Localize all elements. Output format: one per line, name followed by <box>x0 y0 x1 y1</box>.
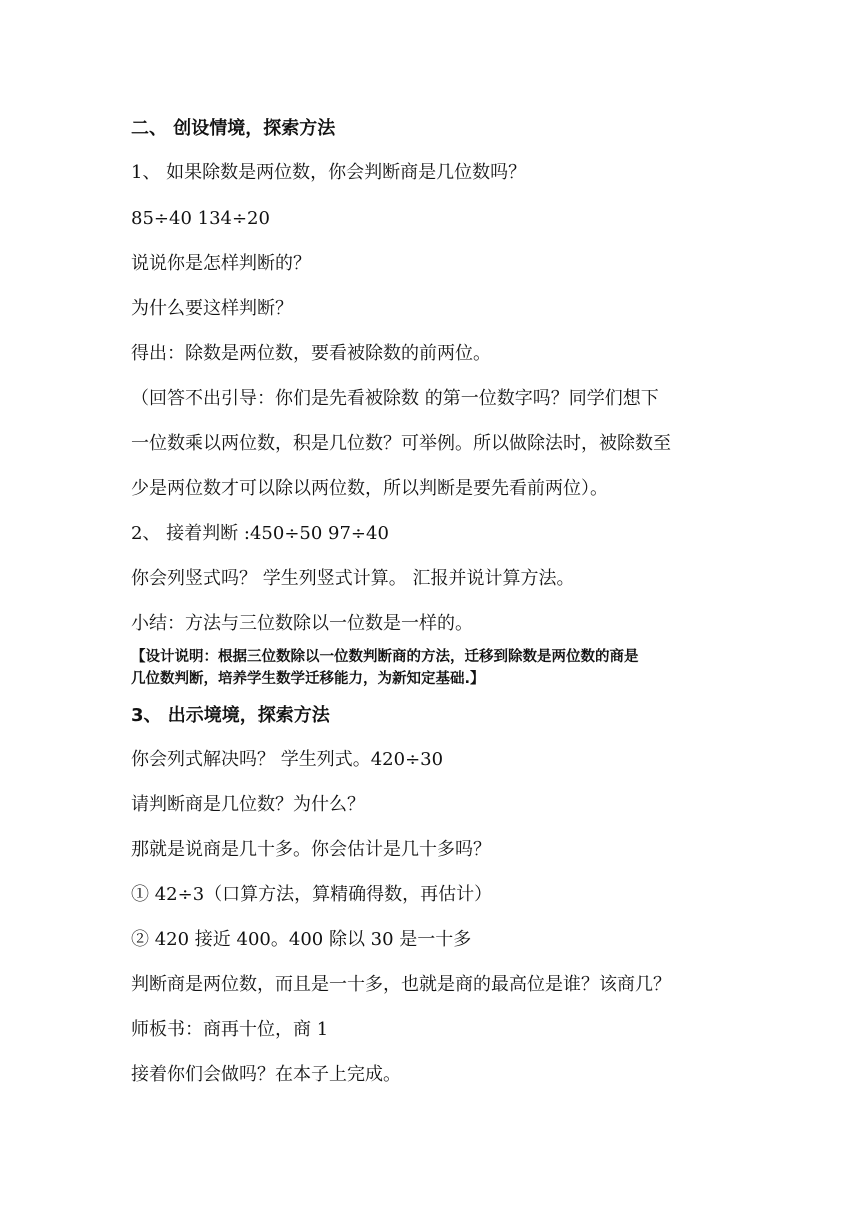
next-task: 接着你们会做吗？在本子上完成。 <box>131 1064 401 1085</box>
section-heading-2: 二、 创设情境，探索方法 <box>131 118 336 139</box>
estimate-prompt: 那就是说商是几十多。你会估计是几十多吗？ <box>131 839 491 860</box>
summary: 小结：方法与三位数除以一位数是一样的。 <box>131 613 473 634</box>
solve-prompt: 你会列式解决吗？ 学生列式。420÷30 <box>131 749 444 770</box>
guidance-line-1: （回答不出引导：你们是先看被除数 的第一位数字吗？同学们想下 <box>131 388 659 409</box>
question-2: 2、 接着判断 :450÷50 97÷40 <box>131 523 389 544</box>
board-writing: 师板书：商再十位，商 1 <box>131 1019 329 1040</box>
conclusion: 得出：除数是两位数，要看被除数的前两位。 <box>131 343 491 364</box>
design-note-line-2: 几位数判断，培养学生数学迁移能力，为新知定基础.】 <box>131 671 485 687</box>
expression-1: 85÷40 134÷20 <box>131 208 270 229</box>
method-1: ① 42÷3（口算方法，算精确得数，再估计） <box>131 884 493 905</box>
design-note-line-1: 【设计说明：根据三位数除以一位数判断商的方法，迁移到除数是两位数的商是 <box>131 649 639 665</box>
prompt-explain: 说说你是怎样判断的？ <box>131 253 311 274</box>
section-heading-3: 3、 出示境境，探索方法 <box>131 705 330 726</box>
highest-place-question: 判断商是两位数，而且是一十多，也就是商的最高位是谁？该商几？ <box>131 974 671 995</box>
question-1: 1、 如果除数是两位数，你会判断商是几位数吗？ <box>131 162 527 183</box>
guidance-line-2: 一位数乘以两位数，积是几位数？可举例。所以做除法时，被除数至 <box>131 433 671 454</box>
vertical-calculation: 你会列竖式吗？ 学生列竖式计算。 汇报并说计算方法。 <box>131 568 575 589</box>
method-2: ② 420 接近 400。400 除以 30 是一十多 <box>131 929 472 950</box>
prompt-why: 为什么要这样判断？ <box>131 298 293 319</box>
guidance-line-3: 少是两位数才可以除以两位数，所以判断是要先看前两位）。 <box>131 478 608 499</box>
judge-prompt: 请判断商是几位数？为什么？ <box>131 794 365 815</box>
